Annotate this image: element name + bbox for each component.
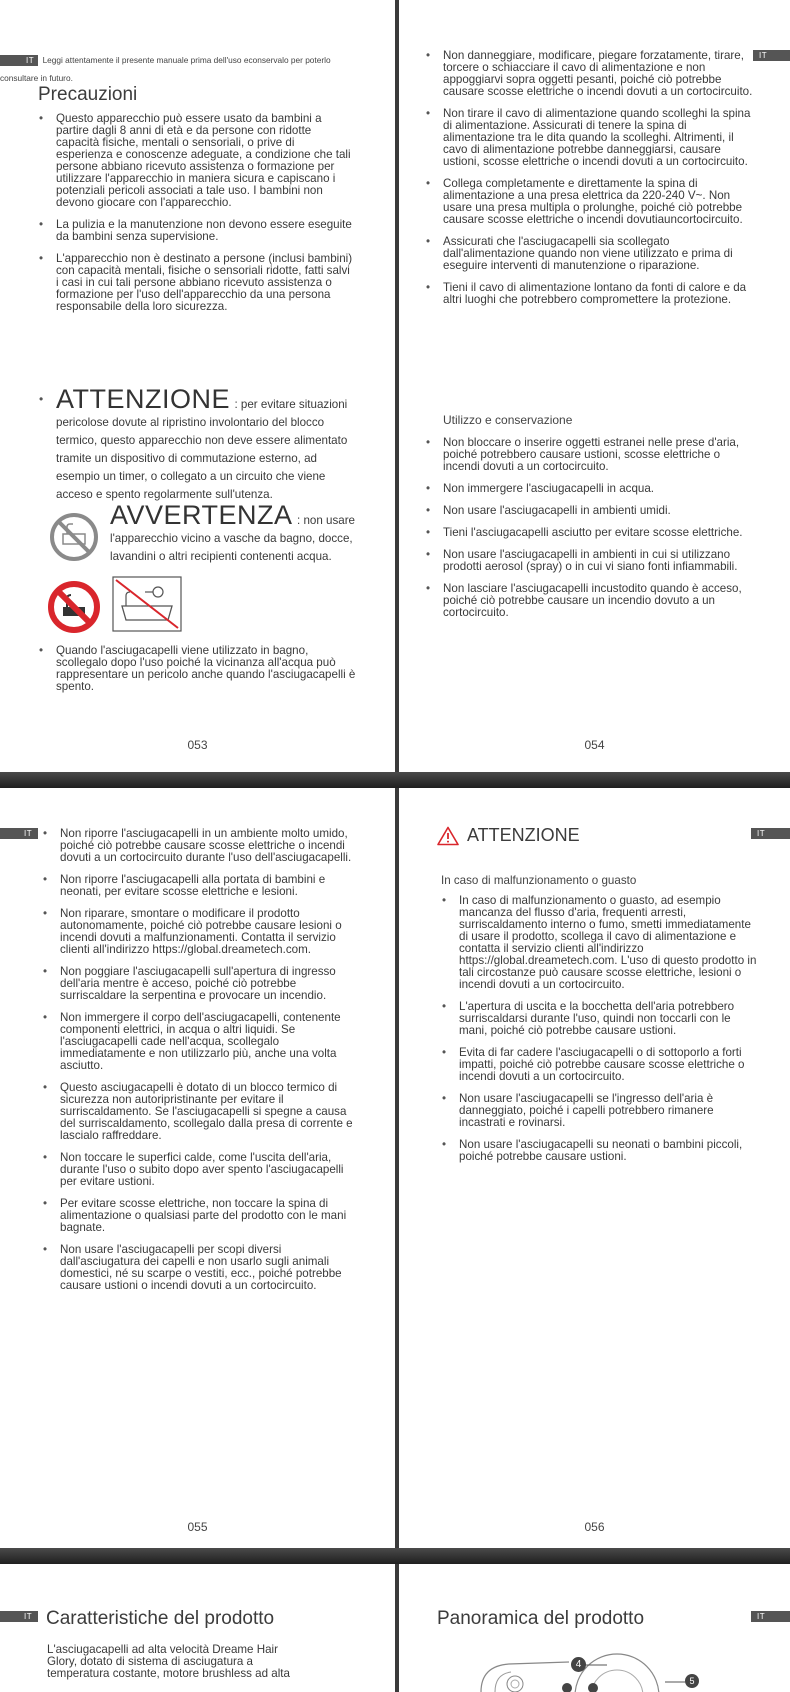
page-number: 053: [187, 738, 208, 752]
list-item: • Non riporre l'asciugacapelli in un ambiente molto umido, poiché ciò potrebbe causare scosse elettriche o incendi dovuti a un cortocircuito durante l'uso dell'asciugacapelli.: [40, 828, 360, 864]
cable-list: [423, 50, 753, 316]
attention-text: : per evitare situazioni pericolose dovute al ripristino involontario del blocco termico, questo apparecchio non deve essere alimentato tramite un dispositivo di commutazione esterno, ad esempio un timer, o collegato a un circuito che viene acceso e spento regolarmente sull'utenza.: [56, 398, 348, 501]
list-item: • Non danneggiare, modificare, piegare forzatamente, tirare, torcere o schiacciare il cavo di alimentazione e non appoggiarvi sopra oggetti pesanti, poiché ciò potrebbe causare scosse elettriche o incendi dovuti a un cortocircuito.: [423, 50, 753, 98]
list-item: • Quando l'asciugacapelli viene utilizzato in bagno, scollegalo dopo l'uso poiché la vicinanza all'acqua può rappresentare un pericolo anche quando l'asciugacapelli è spento.: [36, 645, 356, 693]
list-item: • Non riparare, smontare o modificare il prodotto autonomamente, poiché ciò potrebbe causare lesioni o incendi dovuti a malfunzionamenti. Contatta il servizio clienti all'indirizzo https://global.dreametech.com.: [40, 908, 360, 956]
list-item: • La pulizia e la manutenzione non devono essere eseguite da bambini senza supervisione.: [36, 219, 354, 243]
precautions-list: [36, 113, 354, 323]
language-tag: IT: [751, 1611, 790, 1622]
callout-5: 5: [685, 1674, 699, 1688]
list-item: • Non usare l'asciugacapelli su neonati o bambini piccoli, poiché potrebbe causare ustioni.: [439, 1139, 759, 1163]
list-item: • In caso di malfunzionamento o guasto, ad esempio mancanza del flusso d'aria, frequenti arresti, surriscaldamento interno o fumo, smetti immediatamente di usare il prodotto, scollega il cavo di alimentazione e contatta il servizio clienti all'indirizzo https://global.dreametech.com. L'uso di questo prodotto in tali circostanze può causare scosse elettriche, lesioni o incendi dovuti a un cortocircuito.: [439, 895, 759, 991]
language-tag: IT: [753, 50, 790, 61]
description-line: L'asciugacapelli ad alta velocità Dreame Hair: [47, 1643, 278, 1656]
bullet-dot: •: [39, 392, 44, 406]
intro-text: Leggi attentamente il presente manuale prima dell'uso econservalo per poterlo consultare in futuro.: [0, 55, 331, 83]
description-line: Glory, dotato di sistema di asciugatura a: [47, 1655, 253, 1668]
list-item: • Evita di far cadere l'asciugacapelli o di sottoporlo a forti impatti, poiché ciò potrebbe causare scosse elettriche o incendi dovuti a un cortocircuito.: [439, 1047, 759, 1083]
list-item: • Collega completamente e direttamente la spina di alimentazione a una presa elettrica da 220-240 V~. Non usare una presa multipla o prolunghe, poiché ciò potrebbe causare scosse elettriche o incendi dovutiauncortocircuito.: [423, 178, 753, 226]
list-item: • Per evitare scosse elettriche, non toccare la spina di alimentazione o qualsiasi parte del prodotto con le mani bagnate.: [40, 1198, 360, 1234]
section-subheading: In caso di malfunzionamento o guasto: [441, 874, 637, 887]
page-title: Panoramica del prodotto: [437, 1608, 645, 1629]
page-056: [399, 788, 790, 1548]
list-item: • Non immergere il corpo dell'asciugacapelli, contenente componenti elettrici, in acqua o altri liquidi. Se l'asciugacapelli cade nell'acqua, scollegalo immediatamente e non utilizzarlo più, anche una volta asciutto.: [40, 1012, 360, 1072]
product-description: [47, 1644, 357, 1680]
storage-list: [40, 828, 360, 1302]
usage-list: [423, 437, 753, 629]
list-item: • Non bloccare o inserire oggetti estranei nelle prese d'aria, poiché potrebbero causare ustioni, scosse elettriche o incendi dovuti a un cortocircuito.: [423, 437, 753, 473]
list-item: • Non riporre l'asciugacapelli alla portata di bambini e neonati, per evitare scosse elettriche e lesioni.: [40, 874, 360, 898]
list-item: • Questo apparecchio può essere usato da bambini a partire dagli 8 anni di età e da persone con ridotte capacità fisiche, mentali o sensoriali, o prive di esperienza e conoscenze adeguate, a condizione che tali persone abbiano ricevuto assistenza o formazione per utilizzare l'apparecchio in maniera sicura e capiscano i potenziali pericoli associati a tale uso. I bambini non devono giocare con l'apparecchio.: [36, 113, 354, 209]
bathroom-list: [36, 645, 356, 703]
list-item: • Non usare l'asciugacapelli in ambienti umidi.: [423, 505, 753, 517]
page-number: 054: [584, 738, 605, 752]
description-line: temperatura costante, motore brushless ad alta: [47, 1667, 290, 1680]
language-tag: IT: [0, 55, 38, 66]
page-053: [0, 0, 395, 772]
product-diagram: [459, 1652, 699, 1692]
list-item: • Questo asciugacapelli è dotato di un blocco termico di sicurezza non autoripristinante per evitare il surriscaldamento. Se l'asciugacapelli si spegne a causa del surriscaldamento, scollegalo dalla presa di corrente e lascialo raffreddare.: [40, 1082, 360, 1142]
title-row: [437, 825, 580, 846]
page-057: [0, 1564, 395, 1692]
attention-heading: ATTENZIONE: [56, 384, 231, 414]
no-bathtub-icon: [49, 512, 99, 562]
page-title: Caratteristiche del prodotto: [46, 1608, 275, 1629]
section-subheading: Utilizzo e conservazione: [443, 413, 573, 427]
list-item: • Non toccare le superfici calde, come l'uscita dell'aria, durante l'uso o subito dopo aver spento l'asciugacapelli per evitare ustioni.: [40, 1152, 360, 1188]
list-item: • Non immergere l'asciugacapelli in acqua.: [423, 483, 753, 495]
list-item: • L'apparecchio non è destinato a persone (inclusi bambini) con capacità mentali, fisiche o sensoriali ridotte, fatti salvi i casi in cui tali persone abbiano ricevuto assistenza o formazione per l'uso dell'apparecchio da una persona responsabile della loro sicurezza.: [36, 253, 354, 313]
page-054: [399, 0, 790, 772]
warning-triangle-icon: [437, 826, 459, 846]
list-item: • Non usare l'asciugacapelli per scopi diversi dall'asciugatura dei capelli e non usarlo sugli animali domestici, né su scarpe o vestiti, ecc., poiché potrebbe causare ustioni o incendi dovuti a un cortocircuito.: [40, 1244, 360, 1292]
no-dryer-near-bath-icon: [112, 576, 182, 632]
list-item: • Non lasciare l'asciugacapelli incustodito quando è acceso, poiché ciò potrebbe causare un incendio dovuto a un cortocircuito.: [423, 583, 753, 619]
language-tag: IT: [0, 1611, 38, 1622]
list-item: • Non usare l'asciugacapelli se l'ingresso dell'aria è danneggiato, poiché i capelli potrebbero rimanere incastrati e rovinarsi.: [439, 1093, 759, 1129]
page-title: ATTENZIONE: [467, 825, 580, 845]
language-tag: IT: [751, 828, 790, 839]
page-title: Precauzioni: [38, 84, 138, 105]
malfunction-list: [439, 895, 759, 1173]
language-tag: IT: [0, 828, 38, 839]
callout-4: 4: [571, 1657, 586, 1672]
page-separator: [0, 1548, 790, 1564]
warning-heading: AVVERTENZA: [110, 500, 293, 530]
warning-text: : non usare l'apparecchio vicino a vasche da bagno, docce, lavandini o altri recipienti contenenti acqua.: [110, 514, 356, 563]
list-item: • Non usare l'asciugacapelli in ambienti in cui si utilizzano prodotti aerosol (spray) o in cui vi siano fonti infiammabili.: [423, 549, 753, 573]
intro-block: [0, 50, 360, 86]
warning-block: [110, 502, 360, 565]
list-item: • L'apertura di uscita e la bocchetta dell'aria potrebbero surriscaldarsi durante l'uso, quindi non toccarli con le mani, poiché ciò potrebbe causare ustioni.: [439, 1001, 759, 1037]
list-item: • Non poggiare l'asciugacapelli sull'apertura di ingresso dell'aria mentre è acceso, poiché ciò potrebbe surriscaldare la serpentina e provocare un incendio.: [40, 966, 360, 1002]
list-item: • Non tirare il cavo di alimentazione quando scolleghi la spina di alimentazione. Assicurati di tenere la spina di alimentazione tra le dita quando la scolleghi. Altrimenti, il cavo di alimentazione potrebbe danneggiarsi, causare ustioni, scosse elettriche o incendi dovuti a un cortocircuito.: [423, 108, 753, 168]
page-number: 055: [187, 1520, 208, 1534]
page-separator: [0, 772, 790, 788]
list-item: • Tieni l'asciugacapelli asciutto per evitare scosse elettriche.: [423, 527, 753, 539]
attention-block: [36, 386, 356, 503]
list-item: • Assicurati che l'asciugacapelli sia scollegato dall'alimentazione quando non viene utilizzato e prima di eseguire interventi di manutenzione o riparazione.: [423, 236, 753, 272]
page-058: [399, 1564, 790, 1692]
no-water-red-icon: [47, 580, 101, 634]
page-055: [0, 788, 395, 1548]
list-item: • Tieni il cavo di alimentazione lontano da fonti di calore e da altri luoghi che potrebbero compromettere la protezione.: [423, 282, 753, 306]
page-number: 056: [584, 1520, 605, 1534]
